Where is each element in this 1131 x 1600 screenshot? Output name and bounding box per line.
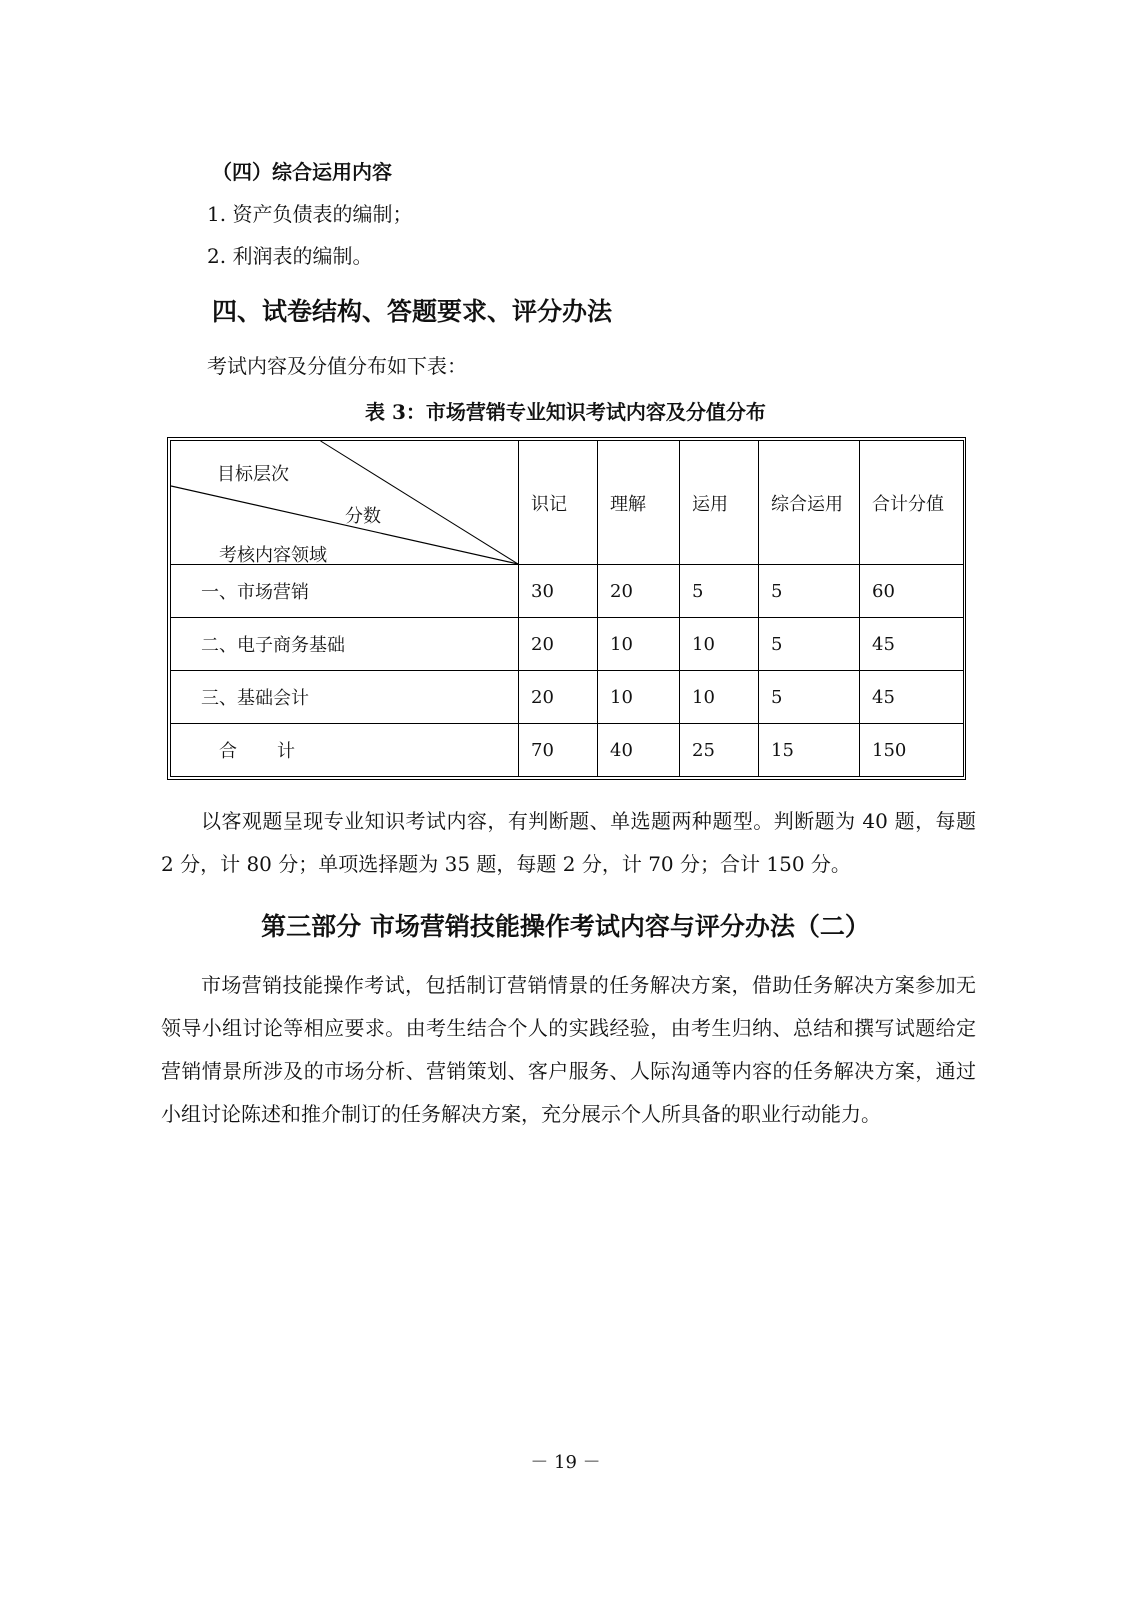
row-label: 二、电子商务基础 <box>171 618 519 671</box>
page-number: － 19 － <box>530 1452 601 1473</box>
table-cell: 45 <box>860 671 964 724</box>
total-label-a: 合 <box>219 741 237 762</box>
list-item: 2. 利润表的编制。 <box>207 244 373 268</box>
corner-label-score: 分数 <box>345 506 381 527</box>
table-cell: 10 <box>680 618 759 671</box>
part-three-paragraph: 市场营销技能操作考试，包括制订营销情景的任务解决方案，借助任务解决方案参加无领导小组讨论等相应要求。由考生结合个人的实践经验，由考生归纳、总结和撰写试题给定营销情景所涉及的市场分析、营销策划、客户服务、人际沟通等内容的任务解决方案，通过小组讨论陈述和推介制订的任务解决方案，充分展示个人所具备的职业行动能力。 <box>161 973 976 1126</box>
table-cell: 30 <box>519 565 598 618</box>
corner-label-domain: 考核内容领域 <box>219 545 327 566</box>
table-cell: 70 <box>519 724 598 777</box>
table-cell: 20 <box>598 565 680 618</box>
table-header-row <box>171 441 964 565</box>
column-header: 运用 <box>680 441 759 565</box>
column-header: 识记 <box>519 441 598 565</box>
table-row <box>171 671 964 724</box>
total-label-b: 计 <box>277 741 295 762</box>
column-header: 合计分值 <box>860 441 964 565</box>
table-cell: 10 <box>680 671 759 724</box>
table-cell: 5 <box>759 565 860 618</box>
row-label: 一、市场营销 <box>171 565 519 618</box>
table-cell: 60 <box>860 565 964 618</box>
table-cell: 45 <box>860 618 964 671</box>
table-cell: 5 <box>759 618 860 671</box>
column-header: 综合运用 <box>759 441 860 565</box>
table-cell: 150 <box>860 724 964 777</box>
table-row <box>171 565 964 618</box>
table-cell: 20 <box>519 618 598 671</box>
table-intro: 考试内容及分值分布如下表： <box>207 354 467 378</box>
table-cell: 20 <box>519 671 598 724</box>
list-item: 1. 资产负债表的编制； <box>207 202 413 226</box>
table-caption: 表 3：市场营销专业知识考试内容及分值分布 <box>365 400 766 424</box>
total-label <box>171 724 519 777</box>
table-cell: 25 <box>680 724 759 777</box>
table-cell: 10 <box>598 618 680 671</box>
table-cell: 5 <box>680 565 759 618</box>
table-cell: 40 <box>598 724 680 777</box>
subsection-heading: （四）综合运用内容 <box>212 160 392 184</box>
column-header: 理解 <box>598 441 680 565</box>
table-row <box>171 618 964 671</box>
exam-format-paragraph: 以客观题呈现专业知识考试内容，有判断题、单选题两种题型。判断题为 40 题，每题 2 分，计 80 分；单项选择题为 35 题，每题 2 分，计 70 分；合计 150 分。 <box>161 809 976 876</box>
table-total-row <box>171 724 964 777</box>
diagonal-header-cell <box>171 441 519 565</box>
section-heading: 四、试卷结构、答题要求、评分办法 <box>212 297 613 326</box>
score-distribution-table <box>167 437 966 780</box>
part-heading: 第三部分 市场营销技能操作考试内容与评分办法（二） <box>261 912 870 941</box>
table-cell: 15 <box>759 724 860 777</box>
corner-label-level: 目标层次 <box>217 464 289 485</box>
row-label: 三、基础会计 <box>171 671 519 724</box>
table-cell: 5 <box>759 671 860 724</box>
table-cell: 10 <box>598 671 680 724</box>
